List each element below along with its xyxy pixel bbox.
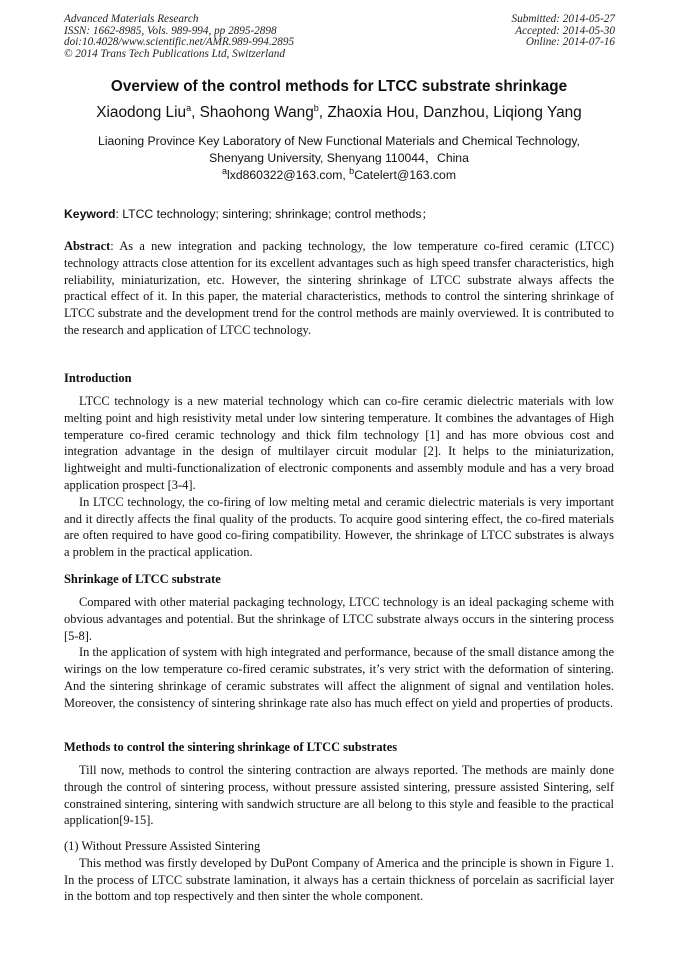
affiliation-line: Shenyang University, Shenyang 110044，China xyxy=(209,151,469,165)
section-heading-methods: Methods to control the sintering shrinkage of LTCC substrates xyxy=(64,740,398,754)
copyright-line: © 2014 Trans Tech Publications Ltd, Switzerland xyxy=(64,47,285,60)
publication-dates xyxy=(512,14,615,49)
paragraph: Till now, methods to control the sintering contraction are always reported. The methods are mainly done through the control of sintering process, without pressure assisted sintering, pressure assisted Sintering, self constrained sintering, sintering with sandwich structure are all belong to this style and feasible to the practical application[9-15]. xyxy=(64,763,614,828)
author-affil-mark: b xyxy=(313,102,319,113)
paragraph: This method was firstly developed by DuPont Company of America and the principle is shown in Figure 1. In the process of LTCC substrate lamination, it always has a certain thickness of porcelain as sacrificial layer in the bottom and top respectively and then sinter the whole component. xyxy=(64,855,614,904)
subsection-without-pressure xyxy=(64,838,614,905)
section-heading-introduction: Introduction xyxy=(64,371,132,385)
email-mark: a xyxy=(222,165,228,176)
email-link[interactable]: lxd860322@163.com, xyxy=(227,168,350,182)
author-names-rest: , Zhaoxia Hou, Danzhou, Liqiong Yang xyxy=(318,104,582,121)
paragraph: Compared with other material packaging technology, LTCC technology is an ideal packaging scheme with obvious advantages and potential. But the shrinkage of LTCC substrate always occurs in the sintering process [5-8]. xyxy=(64,595,614,643)
online-date: Online: 2014-07-16 xyxy=(525,36,615,49)
author-affil-mark: a xyxy=(186,102,192,113)
issn-line: ISSN: 1662-8985, Vols. 989-994, pp 2895-2898 xyxy=(64,24,277,37)
paragraph: In the application of system with high integrated and performance, because of the small distance among the wirings on the low temperature co-fired ceramic substrates, it’s very strict with the deformation of sintering. And the sintering shrinkage of ceramic substrates will affect the alignment of signal and ventilation holes. Moreover, the consistency of sintering shrinkage rate also has much effect on yield and properties of products. xyxy=(64,645,614,710)
paper-title: Overview of the control methods for LTCC substrate shrinkage xyxy=(110,78,568,95)
methods-body xyxy=(64,762,614,829)
email-mark: b xyxy=(349,165,355,176)
submitted-date: Submitted: 2014-05-27 xyxy=(511,13,615,25)
affiliation xyxy=(60,133,618,167)
affiliation-line: Liaoning Province Key Laboratory of New Functional Materials and Chemical Technology, xyxy=(98,134,580,148)
author-name: Xiaodong Liu xyxy=(96,104,187,121)
shrinkage-body xyxy=(64,594,614,712)
keywords xyxy=(64,205,616,222)
doi-line: doi:10.4028/www.scientific.net/AMR.989-994.2895 xyxy=(64,36,295,49)
accepted-date: Accepted: 2014-05-30 xyxy=(515,24,615,37)
section-heading-shrinkage: Shrinkage of LTCC substrate xyxy=(64,572,221,586)
abstract-label: Abstract xyxy=(64,239,111,253)
author-list xyxy=(0,104,678,122)
abstract xyxy=(64,238,614,339)
subsection-heading: (1) Without Pressure Assisted Sintering xyxy=(64,839,261,853)
author-emails xyxy=(0,165,678,182)
journal-info xyxy=(64,14,294,60)
introduction-body xyxy=(64,393,614,561)
keyword-text: : LTCC technology; sintering; shrinkage; control methods； xyxy=(115,207,434,221)
keyword-label: Keyword xyxy=(64,207,116,221)
paragraph: LTCC technology is a new material technology which can co-fire ceramic dielectric materials with low melting point and high resistivity metal under low sintering temperature. It combines the advantages of High temperature co-fired ceramic technology and thick film technology [1] and has more obvious cost and integration advantage in the design of multilayer circuit modular [2]. It helps to the miniaturization, lightweight and multi-functionalization of electronic components and assembly module and has a very broad application prospect [3-4]. xyxy=(64,394,614,492)
abstract-text: : As a new integration and packing technology, the low temperature co-fired ceramic (LTCC) technology attracts close attention for its excellent advantages such as high speed transfer characteristics, high reliability, miniaturization, etc. However, the sintering shrinkage of LTCC substrate always affects the practical effect of it. In this paper, the material characteristics, methods to control the sintering shrinkage of LTCC substrate and the development trend for the control methods are mainly overviewed. It is contributed to the research and application of LTCC technology. xyxy=(64,239,614,337)
email-link[interactable]: Catelert@163.com xyxy=(354,168,456,182)
journal-name: Advanced Materials Research xyxy=(64,13,199,25)
paragraph: In LTCC technology, the co-firing of low melting metal and ceramic dielectric materials is very important and it directly affects the final quality of the products. To acquire good sintering effect, the co-fired materials are often required to have good co-firing compatibility. However, the shrinkage of LTCC substrates is always a problem in the practical application. xyxy=(64,494,614,560)
author-name: , Shaohong Wang xyxy=(191,104,314,121)
